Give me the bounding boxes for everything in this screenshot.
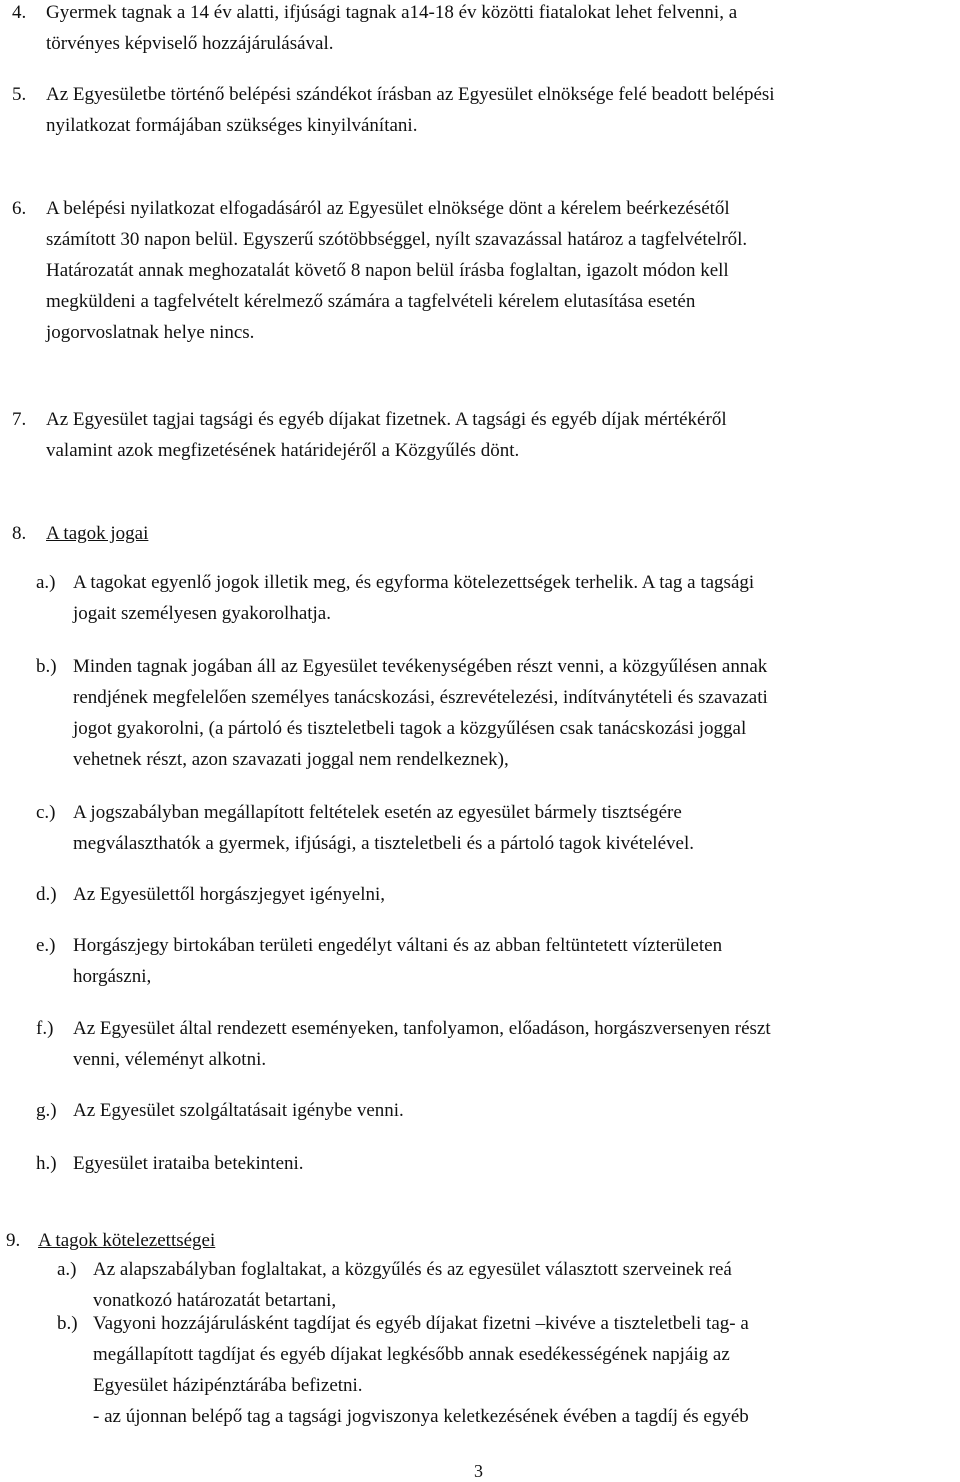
- section-heading-8: [12, 518, 148, 549]
- sub-item-line: Egyesület irataiba betekinteni.: [73, 1153, 304, 1174]
- sub-item-line: Az Egyesülettől horgászjegyet igényelni,: [73, 884, 386, 905]
- sub-item-letter: a.): [36, 572, 56, 593]
- sub-item-line: Az Egyesület által rendezett eseményeken, tanfolyamon, előadáson, horgászversenyen részt: [73, 1018, 771, 1039]
- right-item-a: [36, 567, 754, 629]
- section-item-5: [12, 79, 775, 141]
- section-item-4: [12, 0, 737, 59]
- right-item-b: [36, 651, 768, 775]
- sub-item-line: rendjének megfelelően személyes tanácskozási, észrevételezési, indítványtételi és szavazati: [73, 687, 768, 708]
- sub-item-line: jogot gyakorolni, (a pártoló és tiszteletbeli tagok a közgyűlésen csak tanácskozási joggal: [73, 718, 747, 739]
- sub-item-line: megállapított tagdíjat és egyéb díjakat legkésőbb annak esedékességének napjáig az: [93, 1344, 730, 1365]
- item-line: nyilatkozat formájában szükséges kinyilvánítani.: [46, 115, 418, 136]
- sub-item-line: horgászni,: [73, 966, 152, 987]
- item-line: Az Egyesület tagjai tagsági és egyéb díjakat fizetnek. A tagsági és egyéb díjak mértékéről: [46, 409, 727, 430]
- item-number: 4.: [12, 2, 27, 23]
- section-title: A tagok kötelezettségei: [38, 1230, 216, 1251]
- item-line: Az Egyesületbe történő belépési szándékot írásban az Egyesület elnöksége felé beadott belépési: [46, 84, 775, 105]
- sub-item-letter: c.): [36, 802, 56, 823]
- duty-item-b: [57, 1308, 749, 1432]
- sub-item-line: Egyesület házipénztárába befizetni.: [93, 1375, 363, 1396]
- item-line: számított 30 napon belül. Egyszerű szótöbbséggel, nyílt szavazással határoz a tagfelvételről.: [46, 229, 748, 250]
- duty-item-a: [57, 1254, 732, 1316]
- sub-item-letter: a.): [57, 1259, 77, 1280]
- item-line: Gyermek tagnak a 14 év alatti, ifjúsági tagnak a14-18 év közötti fiatalokat lehet felvenni, a: [46, 2, 738, 23]
- sub-item-letter: d.): [36, 884, 57, 905]
- sub-item-line: Horgászjegy birtokában területi engedélyt váltani és az abban feltüntetett vízterületen: [73, 935, 723, 956]
- sub-item-line: Minden tagnak jogában áll az Egyesület tevékenységében részt venni, a közgyűlésen annak: [73, 656, 768, 677]
- page-number: 3: [474, 1461, 483, 1481]
- sub-item-line: vonatkozó határozatát betartani,: [93, 1290, 337, 1311]
- sub-item-letter: e.): [36, 935, 56, 956]
- section-item-7: [12, 404, 727, 466]
- item-line: Határozatát annak meghozatalát követő 8 napon belül írásba foglaltan, igazolt módon kell: [46, 260, 729, 281]
- sub-item-line: jogait személyesen gyakorolhatja.: [73, 603, 331, 624]
- item-line: törvényes képviselő hozzájárulásával.: [46, 33, 334, 54]
- item-number: 8.: [12, 523, 27, 544]
- section-heading-9: [6, 1225, 215, 1256]
- sub-item-line: - az újonnan belépő tag a tagsági jogviszonya keletkezésének évében a tagdíj és egyéb: [93, 1406, 749, 1427]
- section-title: A tagok jogai: [46, 523, 149, 544]
- right-item-c: [36, 797, 694, 859]
- right-item-d: [36, 879, 385, 910]
- item-number: 5.: [12, 84, 27, 105]
- sub-item-line: venni, véleményt alkotni.: [73, 1049, 267, 1070]
- sub-item-letter: g.): [36, 1100, 57, 1121]
- item-number: 6.: [12, 198, 27, 219]
- item-line: A belépési nyilatkozat elfogadásáról az Egyesület elnöksége dönt a kérelem beérkezésétől: [46, 198, 730, 219]
- sub-item-line: A jogszabályban megállapított feltételek esetén az egyesület bármely tisztségére: [73, 802, 682, 823]
- sub-item-letter: h.): [36, 1153, 57, 1174]
- item-line: megküldeni a tagfelvételt kérelmező számára a tagfelvételi kérelem elutasítása esetén: [46, 291, 696, 312]
- sub-item-letter: b.): [36, 656, 57, 677]
- sub-item-line: Az Egyesület szolgáltatásait igénybe venni.: [73, 1100, 404, 1121]
- item-number: 9.: [6, 1230, 21, 1251]
- right-item-e: [36, 930, 722, 992]
- sub-item-line: A tagokat egyenlő jogok illetik meg, és egyforma kötelezettségek terhelik. A tag a tagsági: [73, 572, 755, 593]
- sub-item-line: megválaszthatók a gyermek, ifjúsági, a tiszteletbeli és a pártoló tagok kivételével.: [73, 833, 694, 854]
- right-item-f: [36, 1013, 771, 1075]
- sub-item-line: Az alapszabályban foglaltakat, a közgyűlés és az egyesület választott szerveinek reá: [93, 1259, 732, 1280]
- sub-item-line: Vagyoni hozzájárulásként tagdíjat és egyéb díjakat fizetni –kivéve a tiszteletbeli tag- a: [93, 1313, 749, 1334]
- right-item-g: [36, 1095, 404, 1126]
- item-number: 7.: [12, 409, 27, 430]
- section-item-6: [12, 193, 747, 348]
- right-item-h: [36, 1148, 304, 1179]
- sub-item-letter: f.): [36, 1018, 54, 1039]
- item-line: jogorvoslatnak helye nincs.: [46, 322, 255, 343]
- item-line: valamint azok megfizetésének határidejéről a Közgyűlés dönt.: [46, 440, 520, 461]
- sub-item-letter: b.): [57, 1313, 78, 1334]
- sub-item-line: vehetnek részt, azon szavazati joggal nem rendelkeznek),: [73, 749, 509, 770]
